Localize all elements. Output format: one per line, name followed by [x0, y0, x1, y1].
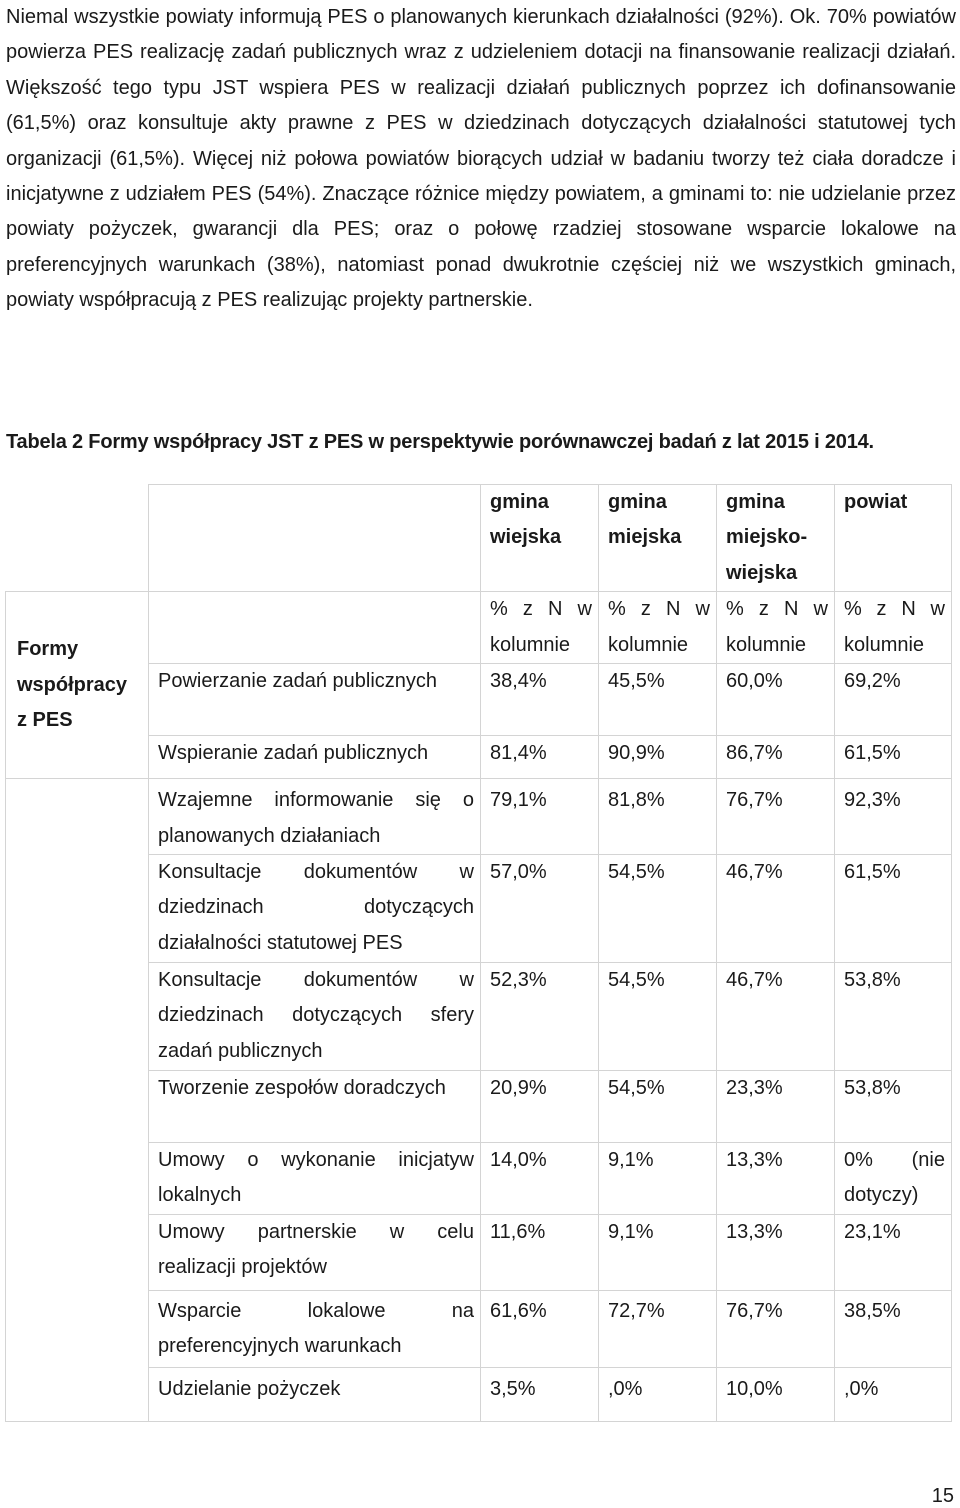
value-cell: 61,5% — [835, 736, 952, 779]
table-row — [6, 1215, 952, 1291]
side-blank-cell — [6, 1071, 149, 1143]
value-cell: 10,0% — [717, 1368, 835, 1422]
table-row — [6, 1143, 952, 1215]
subheader-row — [6, 592, 952, 664]
value-cell: 23,3% — [717, 1071, 835, 1143]
table-row — [6, 1291, 952, 1368]
value-cell: 20,9% — [481, 1071, 599, 1143]
row-label: Umowy o wykonanie inicjatyw lokalnych — [149, 1143, 481, 1215]
page-number: 15 — [931, 1485, 954, 1507]
side-blank-cell — [6, 779, 149, 855]
row-label: Umowy partnerskie w celu realizacji projektów — [149, 1215, 481, 1291]
row-label: Wzajemne informowanie się o planowanych działaniach — [149, 779, 481, 855]
value-cell: ,0% — [835, 1368, 952, 1422]
body-paragraph: Niemal wszystkie powiaty informują PES o planowanych kierunkach działalności (92%). Ok. 70% powiatów powierza PES realizację zadań publicznych wraz z udzieleniem dotacji na finansowanie realizacji działań. Większość tego typu JST wspiera PES w realizacji działań publicznych poprzez ich dofinansowanie (61,5%) oraz konsultuje akty prawne z PES w dziedzinach dotyczących działalności statutowej tych organizacji (61,5%). Więcej niż połowa powiatów biorących udział w badaniu tworzy też ciała doradcze i inicjatywne z udziałem PES (54%). Znaczące różnice między powiatem, a gminami to: nie udzielanie przez powiaty pożyczek, gwarancji dla PES; oraz o połowę rzadziej stosowane wsparcie lokalowe na preferencyjnych warunkach (38%), natomiast ponad dwukrotnie częściej niż we wszystkich gminach, powiaty współpracują z PES realizując projekty partnerskie. — [6, 6, 956, 312]
side-label: Formy współpracy z PES — [6, 592, 149, 779]
value-cell: 76,7% — [717, 779, 835, 855]
value-cell: 90,9% — [599, 736, 717, 779]
value-cell: 38,4% — [481, 664, 599, 736]
value-cell: 45,5% — [599, 664, 717, 736]
value-cell: 92,3% — [835, 779, 952, 855]
corner-cell — [6, 485, 149, 592]
side-blank-cell — [6, 1143, 149, 1215]
value-cell: 72,7% — [599, 1291, 717, 1368]
row-label: Wsparcie lokalowe na preferencyjnych warunkach — [149, 1291, 481, 1368]
row-label: Udzielanie pożyczek — [149, 1368, 481, 1422]
value-cell: 57,0% — [481, 855, 599, 963]
value-cell: 53,8% — [835, 1071, 952, 1143]
row-label: Powierzanie zadań publicznych — [149, 664, 481, 736]
table-row — [6, 855, 952, 963]
value-cell: 38,5% — [835, 1291, 952, 1368]
value-cell: 81,4% — [481, 736, 599, 779]
subheader-cell: % z N w kolumnie — [481, 592, 599, 664]
header-row — [6, 485, 952, 592]
column-header: gmina miejsko-wiejska — [717, 485, 835, 592]
value-cell: 3,5% — [481, 1368, 599, 1422]
value-cell: 86,7% — [717, 736, 835, 779]
value-cell: 23,1% — [835, 1215, 952, 1291]
column-header: gmina miejska — [599, 485, 717, 592]
side-blank-cell — [6, 1215, 149, 1291]
value-cell: 13,3% — [717, 1215, 835, 1291]
table-row — [6, 1368, 952, 1422]
value-cell: 54,5% — [599, 855, 717, 963]
value-cell: 13,3% — [717, 1143, 835, 1215]
subheader-blank-cell — [149, 592, 481, 664]
row-label: Konsultacje dokumentów w dziedzinach dotyczących sfery zadań publicznych — [149, 963, 481, 1071]
value-cell: 0% (nie dotyczy) — [835, 1143, 952, 1215]
value-cell: ,0% — [599, 1368, 717, 1422]
value-cell: 52,3% — [481, 963, 599, 1071]
value-cell: 81,8% — [599, 779, 717, 855]
value-cell: 69,2% — [835, 664, 952, 736]
side-blank-cell — [6, 855, 149, 963]
column-header: powiat — [835, 485, 952, 592]
subheader-cell: % z N w kolumnie — [717, 592, 835, 664]
value-cell: 61,6% — [481, 1291, 599, 1368]
table-row — [6, 963, 952, 1071]
subheader-cell: % z N w kolumnie — [599, 592, 717, 664]
side-blank-cell — [6, 1368, 149, 1422]
table-row — [6, 1071, 952, 1143]
table-row — [6, 779, 952, 855]
column-header: gmina wiejska — [481, 485, 599, 592]
value-cell: 11,6% — [481, 1215, 599, 1291]
cooperation-forms-table — [5, 484, 952, 1422]
value-cell: 76,7% — [717, 1291, 835, 1368]
value-cell: 9,1% — [599, 1143, 717, 1215]
value-cell: 53,8% — [835, 963, 952, 1071]
row-label: Wspieranie zadań publicznych — [149, 736, 481, 779]
value-cell: 54,5% — [599, 1071, 717, 1143]
value-cell: 46,7% — [717, 855, 835, 963]
value-cell: 79,1% — [481, 779, 599, 855]
value-cell: 14,0% — [481, 1143, 599, 1215]
table-caption: Tabela 2 Formy współpracy JST z PES w perspektywie porównawczej badań z lat 2015 i 2014. — [6, 431, 874, 453]
value-cell: 9,1% — [599, 1215, 717, 1291]
value-cell: 46,7% — [717, 963, 835, 1071]
value-cell: 61,5% — [835, 855, 952, 963]
side-blank-cell — [6, 963, 149, 1071]
value-cell: 60,0% — [717, 664, 835, 736]
row-label: Konsultacje dokumentów w dziedzinach dotyczących działalności statutowej PES — [149, 855, 481, 963]
subheader-cell: % z N w kolumnie — [835, 592, 952, 664]
header-blank-cell — [149, 485, 481, 592]
value-cell: 54,5% — [599, 963, 717, 1071]
row-label: Tworzenie zespołów doradczych — [149, 1071, 481, 1143]
side-blank-cell — [6, 1291, 149, 1368]
